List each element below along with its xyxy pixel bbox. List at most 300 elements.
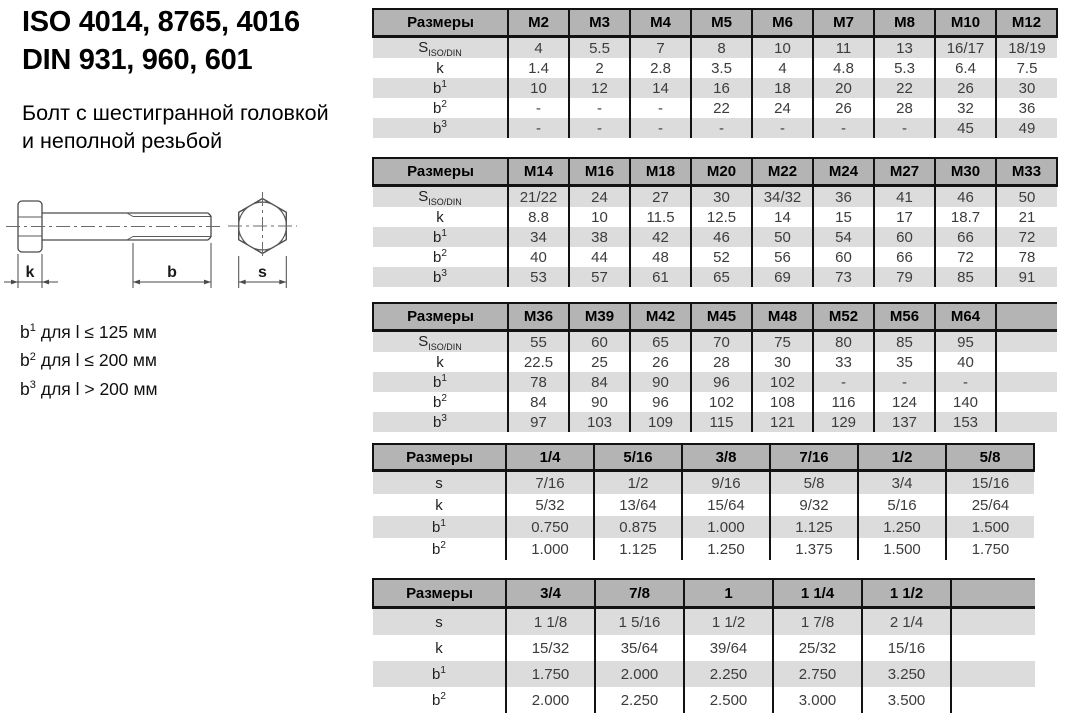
empty-cell bbox=[996, 412, 1057, 432]
size-value: 116 bbox=[813, 392, 874, 412]
size-value: 1.250 bbox=[858, 516, 946, 538]
size-value: 115 bbox=[691, 412, 752, 432]
size-value: 36 bbox=[996, 98, 1057, 118]
size-value: 84 bbox=[569, 372, 630, 392]
size-value: 54 bbox=[813, 227, 874, 247]
row-label: $b^1$ bbox=[373, 661, 506, 687]
size-value: 8 bbox=[691, 37, 752, 59]
size-value: 66 bbox=[874, 247, 935, 267]
size-value: 22 bbox=[691, 98, 752, 118]
column-header: 5/8 bbox=[946, 444, 1034, 471]
size-value: 41 bbox=[874, 186, 935, 208]
size-value: - bbox=[569, 118, 630, 138]
footnotes bbox=[20, 318, 158, 403]
size-value: 33 bbox=[813, 352, 874, 372]
subtitle-line-2: и неполной резьбой bbox=[22, 128, 223, 153]
size-value: 30 bbox=[752, 352, 813, 372]
row-label: $b^2$ bbox=[373, 687, 506, 713]
size-value: 137 bbox=[874, 412, 935, 432]
size-value: 12 bbox=[569, 78, 630, 98]
size-value: 124 bbox=[874, 392, 935, 412]
table-row bbox=[373, 372, 1057, 392]
row-label: $S_{ISO/DIN}$ bbox=[373, 186, 508, 208]
size-value: 46 bbox=[691, 227, 752, 247]
size-table-metric-m2-m12 bbox=[372, 8, 1058, 138]
size-value: 1 5/16 bbox=[595, 608, 684, 636]
column-header: M36 bbox=[508, 303, 569, 331]
row-label: $b^2$ bbox=[373, 538, 506, 560]
size-value: 12.5 bbox=[691, 207, 752, 227]
footnote-symbol: b bbox=[20, 350, 30, 371]
row-label: k bbox=[373, 207, 508, 227]
size-value: 79 bbox=[874, 267, 935, 287]
table-row bbox=[373, 412, 1057, 432]
size-value: 3.500 bbox=[862, 687, 951, 713]
table-row bbox=[373, 118, 1057, 138]
size-value: - bbox=[752, 118, 813, 138]
size-value: 53 bbox=[508, 267, 569, 287]
bolt-side-view bbox=[6, 201, 222, 252]
size-value: 10 bbox=[752, 37, 813, 59]
size-value: 26 bbox=[813, 98, 874, 118]
empty-cell bbox=[996, 331, 1057, 353]
column-header: 7/8 bbox=[595, 579, 684, 608]
size-value: 4 bbox=[508, 37, 569, 59]
size-value: 97 bbox=[508, 412, 569, 432]
size-value: 11.5 bbox=[630, 207, 691, 227]
row-label: s bbox=[373, 608, 506, 636]
size-value: 7.5 bbox=[996, 58, 1057, 78]
size-value: 8.8 bbox=[508, 207, 569, 227]
row-label: $b^1$ bbox=[373, 78, 508, 98]
footnote-symbol: b bbox=[20, 322, 30, 342]
footnote-b3 bbox=[20, 375, 158, 403]
table-row bbox=[373, 661, 1035, 687]
table-row bbox=[373, 207, 1057, 227]
size-value: 7 bbox=[630, 37, 691, 59]
table-row bbox=[373, 352, 1057, 372]
column-header: M24 bbox=[813, 158, 874, 186]
empty-cell bbox=[996, 392, 1057, 412]
column-header: M52 bbox=[813, 303, 874, 331]
column-header: 1 1/4 bbox=[773, 579, 862, 608]
column-header: 1 bbox=[684, 579, 773, 608]
size-value: - bbox=[630, 118, 691, 138]
size-value: 5/32 bbox=[506, 494, 594, 516]
size-value: 28 bbox=[691, 352, 752, 372]
size-value: 1.750 bbox=[946, 538, 1034, 560]
column-header: M39 bbox=[569, 303, 630, 331]
size-value: 1.125 bbox=[594, 538, 682, 560]
column-header: M12 bbox=[996, 9, 1057, 37]
size-value: 1.4 bbox=[508, 58, 569, 78]
size-value: 25/64 bbox=[946, 494, 1034, 516]
column-header: M22 bbox=[752, 158, 813, 186]
size-value: 14 bbox=[752, 207, 813, 227]
footnote-superscript: 1 bbox=[29, 322, 36, 335]
row-label: $b^1$ bbox=[373, 227, 508, 247]
column-header: 5/16 bbox=[594, 444, 682, 471]
empty-header bbox=[996, 303, 1057, 331]
size-value: 26 bbox=[935, 78, 996, 98]
empty-cell bbox=[951, 608, 1035, 636]
table-corner-header: Размеры bbox=[373, 444, 506, 471]
row-label: $b^3$ bbox=[373, 118, 508, 138]
column-header: M64 bbox=[935, 303, 996, 331]
footnote-superscript: 3 bbox=[29, 378, 36, 391]
row-label: $b^1$ bbox=[373, 516, 506, 538]
size-value: 22.5 bbox=[508, 352, 569, 372]
table-row bbox=[373, 687, 1035, 713]
size-value: - bbox=[813, 118, 874, 138]
column-header: M10 bbox=[935, 9, 996, 37]
size-value: 109 bbox=[630, 412, 691, 432]
title-iso-line: ISO 4014, 8765, 4016 bbox=[22, 6, 300, 38]
page-subtitle bbox=[22, 100, 329, 156]
size-value: 5.5 bbox=[569, 37, 630, 59]
size-value: 1 1/2 bbox=[684, 608, 773, 636]
empty-cell bbox=[951, 661, 1035, 687]
footnote-text: для l > 200 мм bbox=[40, 378, 158, 399]
size-value: 49 bbox=[996, 118, 1057, 138]
column-header: M16 bbox=[569, 158, 630, 186]
size-value: 3.5 bbox=[691, 58, 752, 78]
page-title bbox=[22, 4, 300, 79]
size-value: 27 bbox=[630, 186, 691, 208]
size-value: 13/64 bbox=[594, 494, 682, 516]
column-header: 3/8 bbox=[682, 444, 770, 471]
size-value: 0.875 bbox=[594, 516, 682, 538]
size-value: 6.4 bbox=[935, 58, 996, 78]
table-row bbox=[373, 635, 1035, 661]
size-value: - bbox=[630, 98, 691, 118]
size-value: - bbox=[813, 372, 874, 392]
footnote-symbol: b bbox=[20, 378, 30, 399]
size-value: - bbox=[691, 118, 752, 138]
column-header: 7/16 bbox=[770, 444, 858, 471]
size-value: 2.500 bbox=[684, 687, 773, 713]
size-value: 50 bbox=[752, 227, 813, 247]
size-value: 65 bbox=[630, 331, 691, 353]
size-value: 13 bbox=[874, 37, 935, 59]
size-tables-panel bbox=[372, 8, 1067, 720]
row-label: $S_{ISO/DIN}$ bbox=[373, 37, 508, 59]
size-table-inch-small bbox=[372, 443, 1035, 560]
size-value: 55 bbox=[508, 331, 569, 353]
empty-cell bbox=[996, 352, 1057, 372]
column-header: M8 bbox=[874, 9, 935, 37]
size-value: 15/16 bbox=[946, 471, 1034, 495]
size-value: 1 1/8 bbox=[506, 608, 595, 636]
table-corner-header: Размеры bbox=[373, 579, 506, 608]
size-value: 15/64 bbox=[682, 494, 770, 516]
size-value: 153 bbox=[935, 412, 996, 432]
size-value: 3.000 bbox=[773, 687, 862, 713]
size-value: 1.500 bbox=[946, 516, 1034, 538]
size-value: 20 bbox=[813, 78, 874, 98]
footnote-b2 bbox=[20, 346, 158, 374]
size-value: 95 bbox=[935, 331, 996, 353]
size-table-inch-large bbox=[372, 578, 1035, 713]
size-value: 9/32 bbox=[770, 494, 858, 516]
size-value: 16 bbox=[691, 78, 752, 98]
column-header: M20 bbox=[691, 158, 752, 186]
size-value: - bbox=[935, 372, 996, 392]
dim-label-b: b bbox=[167, 264, 177, 281]
size-value: 40 bbox=[935, 352, 996, 372]
size-value: 18 bbox=[752, 78, 813, 98]
size-value: 3/4 bbox=[858, 471, 946, 495]
dim-label-k: k bbox=[25, 264, 35, 281]
column-header: M3 bbox=[569, 9, 630, 37]
column-header: M42 bbox=[630, 303, 691, 331]
column-header: M18 bbox=[630, 158, 691, 186]
size-value: 84 bbox=[508, 392, 569, 412]
table-row bbox=[373, 608, 1035, 636]
table-row bbox=[373, 471, 1034, 495]
row-label: k bbox=[373, 352, 508, 372]
size-value: 50 bbox=[996, 186, 1057, 208]
size-value: 24 bbox=[752, 98, 813, 118]
size-value: 48 bbox=[630, 247, 691, 267]
size-value: 73 bbox=[813, 267, 874, 287]
size-value: 78 bbox=[508, 372, 569, 392]
size-value: 90 bbox=[630, 372, 691, 392]
table-corner-header: Размеры bbox=[373, 303, 508, 331]
size-value: 61 bbox=[630, 267, 691, 287]
column-header: M33 bbox=[996, 158, 1057, 186]
footnote-superscript: 2 bbox=[29, 350, 36, 363]
column-header: M48 bbox=[752, 303, 813, 331]
size-value: - bbox=[508, 118, 569, 138]
size-value: 30 bbox=[691, 186, 752, 208]
size-value: 52 bbox=[691, 247, 752, 267]
size-value: 0.750 bbox=[506, 516, 594, 538]
size-value: 18.7 bbox=[935, 207, 996, 227]
size-value: 72 bbox=[935, 247, 996, 267]
size-value: 70 bbox=[691, 331, 752, 353]
size-value: 1.000 bbox=[506, 538, 594, 560]
subtitle-line-1: Болт с шестигранной головкой bbox=[22, 101, 329, 125]
size-value: 44 bbox=[569, 247, 630, 267]
footnote-b1 bbox=[20, 318, 158, 346]
size-value: 102 bbox=[752, 372, 813, 392]
size-value: 1.250 bbox=[682, 538, 770, 560]
size-value: 1.500 bbox=[858, 538, 946, 560]
row-label: $b^3$ bbox=[373, 267, 508, 287]
table-row bbox=[373, 267, 1057, 287]
table-row bbox=[373, 538, 1034, 560]
table-row bbox=[373, 494, 1034, 516]
size-value: 39/64 bbox=[684, 635, 773, 661]
dimension-b bbox=[133, 243, 211, 288]
row-label: $S_{ISO/DIN}$ bbox=[373, 331, 508, 353]
size-value: 16/17 bbox=[935, 37, 996, 59]
column-header: M45 bbox=[691, 303, 752, 331]
table-row bbox=[373, 98, 1057, 118]
table-row bbox=[373, 331, 1057, 353]
size-value: 7/16 bbox=[506, 471, 594, 495]
column-header: M4 bbox=[630, 9, 691, 37]
size-value: 90 bbox=[569, 392, 630, 412]
size-value: 35/64 bbox=[595, 635, 684, 661]
empty-cell bbox=[996, 372, 1057, 392]
size-value: 140 bbox=[935, 392, 996, 412]
size-value: 1.125 bbox=[770, 516, 858, 538]
size-value: 96 bbox=[691, 372, 752, 392]
row-label: $b^2$ bbox=[373, 247, 508, 267]
size-value: 5.3 bbox=[874, 58, 935, 78]
size-value: 5/8 bbox=[770, 471, 858, 495]
size-value: 34/32 bbox=[752, 186, 813, 208]
size-value: 10 bbox=[569, 207, 630, 227]
table-corner-header: Размеры bbox=[373, 9, 508, 37]
size-value: 2.250 bbox=[595, 687, 684, 713]
table-row bbox=[373, 516, 1034, 538]
column-header: M7 bbox=[813, 9, 874, 37]
column-header: 3/4 bbox=[506, 579, 595, 608]
size-value: 60 bbox=[569, 331, 630, 353]
size-value: 22 bbox=[874, 78, 935, 98]
column-header: M2 bbox=[508, 9, 569, 37]
size-value: 2 1/4 bbox=[862, 608, 951, 636]
size-value: 15/16 bbox=[862, 635, 951, 661]
size-value: 21/22 bbox=[508, 186, 569, 208]
size-value: 1 7/8 bbox=[773, 608, 862, 636]
size-value: 9/16 bbox=[682, 471, 770, 495]
column-header: 1/4 bbox=[506, 444, 594, 471]
size-value: 35 bbox=[874, 352, 935, 372]
table-row bbox=[373, 227, 1057, 247]
size-value: - bbox=[508, 98, 569, 118]
row-label: $b^2$ bbox=[373, 98, 508, 118]
size-value: 30 bbox=[996, 78, 1057, 98]
dim-label-s: s bbox=[258, 264, 267, 281]
size-value: 2.250 bbox=[684, 661, 773, 687]
size-value: 25/32 bbox=[773, 635, 862, 661]
size-value: 21 bbox=[996, 207, 1057, 227]
size-value: 2.000 bbox=[595, 661, 684, 687]
size-value: 1.375 bbox=[770, 538, 858, 560]
size-value: 42 bbox=[630, 227, 691, 247]
footnote-text: для l ≤ 200 мм bbox=[40, 350, 157, 371]
empty-cell bbox=[951, 635, 1035, 661]
size-value: 69 bbox=[752, 267, 813, 287]
size-value: 103 bbox=[569, 412, 630, 432]
size-value: 80 bbox=[813, 331, 874, 353]
dimension-s bbox=[239, 256, 287, 288]
column-header: 1 1/2 bbox=[862, 579, 951, 608]
size-value: 96 bbox=[630, 392, 691, 412]
row-label: k bbox=[373, 58, 508, 78]
end-view-center-lines bbox=[228, 192, 297, 260]
table-row bbox=[373, 247, 1057, 267]
size-value: 85 bbox=[874, 331, 935, 353]
size-value: 11 bbox=[813, 37, 874, 59]
size-value: - bbox=[874, 118, 935, 138]
size-value: 15/32 bbox=[506, 635, 595, 661]
size-value: 129 bbox=[813, 412, 874, 432]
column-header: 1/2 bbox=[858, 444, 946, 471]
size-value: 18/19 bbox=[996, 37, 1057, 59]
table-row bbox=[373, 392, 1057, 412]
table-row bbox=[373, 58, 1057, 78]
size-value: 36 bbox=[813, 186, 874, 208]
size-value: 65 bbox=[691, 267, 752, 287]
column-header: M14 bbox=[508, 158, 569, 186]
size-value: 85 bbox=[935, 267, 996, 287]
bolt-end-view bbox=[228, 192, 297, 260]
column-header: M30 bbox=[935, 158, 996, 186]
size-value: 1.750 bbox=[506, 661, 595, 687]
dimension-k bbox=[4, 254, 58, 288]
size-value: 72 bbox=[996, 227, 1057, 247]
size-value: 60 bbox=[874, 227, 935, 247]
size-value: 108 bbox=[752, 392, 813, 412]
bolt-technical-drawing bbox=[0, 183, 360, 305]
title-din-line: DIN 931, 960, 601 bbox=[22, 43, 253, 76]
size-value: 17 bbox=[874, 207, 935, 227]
column-header: M27 bbox=[874, 158, 935, 186]
table-row bbox=[373, 186, 1057, 208]
column-header: M6 bbox=[752, 9, 813, 37]
size-value: - bbox=[874, 372, 935, 392]
size-value: 5/16 bbox=[858, 494, 946, 516]
size-value: 102 bbox=[691, 392, 752, 412]
size-value: 40 bbox=[508, 247, 569, 267]
size-value: 56 bbox=[752, 247, 813, 267]
size-value: 45 bbox=[935, 118, 996, 138]
size-value: 1/2 bbox=[594, 471, 682, 495]
size-value: 14 bbox=[630, 78, 691, 98]
size-value: - bbox=[569, 98, 630, 118]
size-value: 10 bbox=[508, 78, 569, 98]
column-header: M56 bbox=[874, 303, 935, 331]
size-value: 78 bbox=[996, 247, 1057, 267]
size-value: 32 bbox=[935, 98, 996, 118]
size-value: 66 bbox=[935, 227, 996, 247]
row-label: k bbox=[373, 494, 506, 516]
size-value: 121 bbox=[752, 412, 813, 432]
size-value: 2.750 bbox=[773, 661, 862, 687]
row-label: $b^3$ bbox=[373, 412, 508, 432]
size-value: 15 bbox=[813, 207, 874, 227]
row-label: $b^2$ bbox=[373, 392, 508, 412]
size-value: 75 bbox=[752, 331, 813, 353]
size-value: 2 bbox=[569, 58, 630, 78]
size-value: 28 bbox=[874, 98, 935, 118]
size-value: 34 bbox=[508, 227, 569, 247]
size-value: 2.8 bbox=[630, 58, 691, 78]
size-value: 24 bbox=[569, 186, 630, 208]
row-label: k bbox=[373, 635, 506, 661]
empty-header bbox=[951, 579, 1035, 608]
footnote-text: для l ≤ 125 мм bbox=[40, 322, 157, 342]
column-header: M5 bbox=[691, 9, 752, 37]
size-value: 57 bbox=[569, 267, 630, 287]
row-label: $b^1$ bbox=[373, 372, 508, 392]
table-row bbox=[373, 78, 1057, 98]
size-table-metric-m36-m64 bbox=[372, 302, 1057, 432]
size-value: 38 bbox=[569, 227, 630, 247]
size-value: 46 bbox=[935, 186, 996, 208]
size-value: 25 bbox=[569, 352, 630, 372]
size-value: 91 bbox=[996, 267, 1057, 287]
row-label: s bbox=[373, 471, 506, 495]
size-value: 4.8 bbox=[813, 58, 874, 78]
table-row bbox=[373, 37, 1057, 59]
table-corner-header: Размеры bbox=[373, 158, 508, 186]
